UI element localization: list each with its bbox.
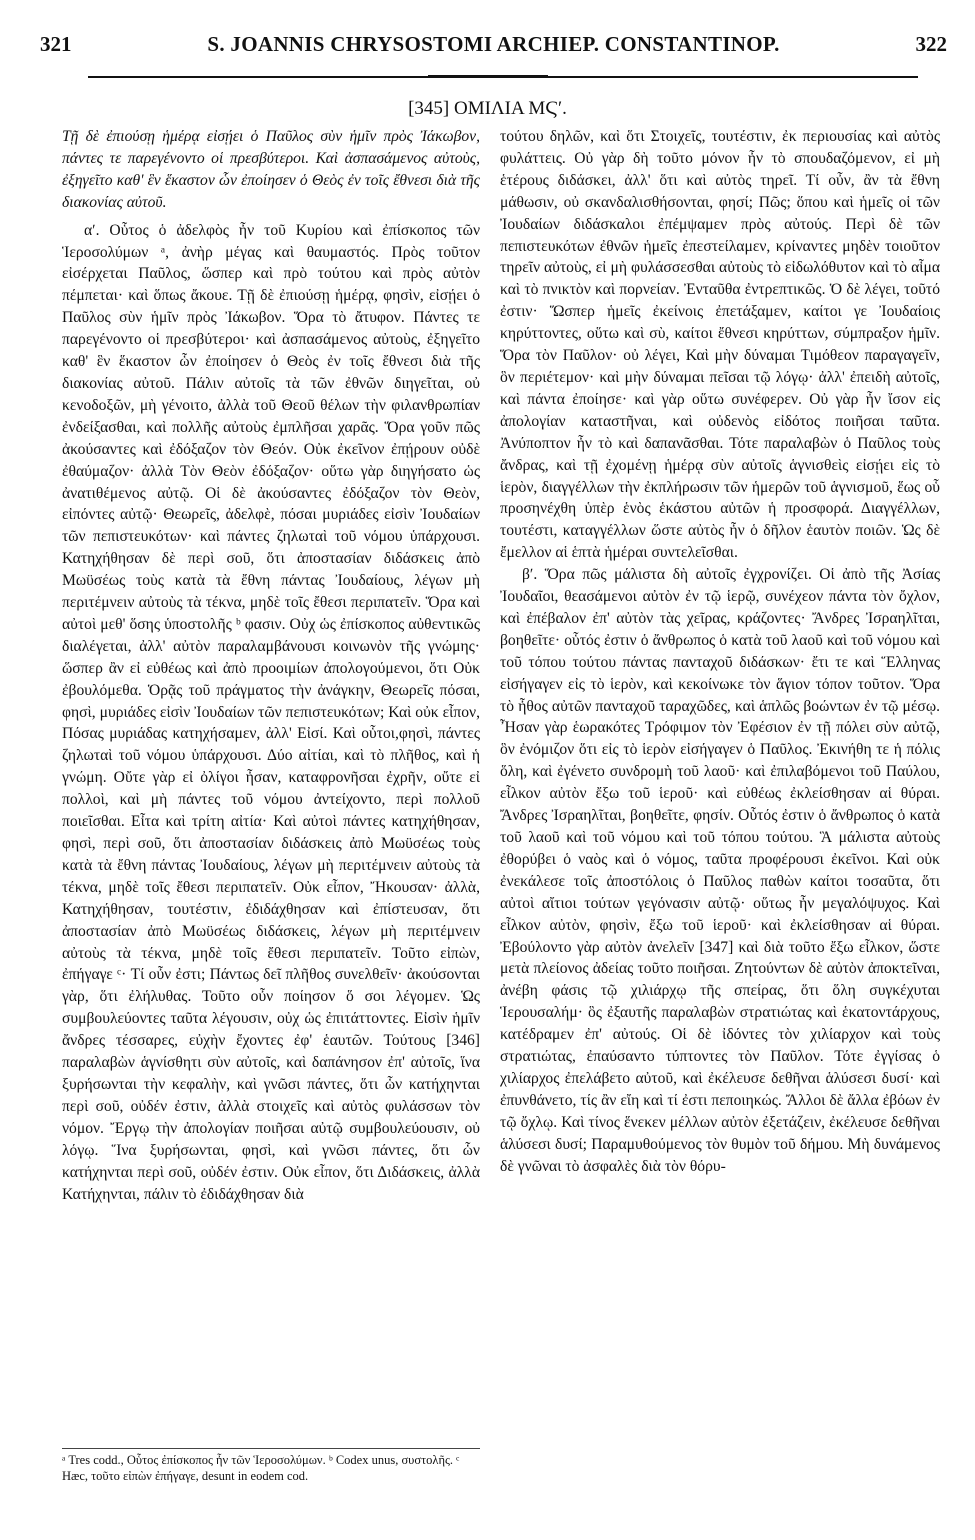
- commentary-paragraph-beta: βʹ. Ὅρα πῶς μάλιστα δὴ αὐτοῖς ἐγχρονίζει. Οἱ ἀπὸ τῆς Ἀσίας Ἰουδαῖοι, θεασάμενοι αὐτὸν ἐν τῷ ἱερῷ, συνέχεον πάντα τὸν ὄχλον, καὶ ἐπέβαλον ἐπ' αὐτὸν τὰς χεῖρας, κράζοντες· Ἄνδρες Ἰσραηλῖται, βοηθεῖτε· οὗτός ἐστιν ὁ ἄνθρωπος ὁ κατὰ τοῦ λαοῦ καὶ τοῦ νόμου καὶ τοῦ τόπου τούτου πάντας πανταχοῦ διδάσκων· ἔτι τε καὶ Ἕλληνας εἰσήγαγεν εἰς τὸ ἱερὸν, καὶ κεκοίνωκε τὸν ἅγιον τόπον τοῦτον. Ὅρα τὸ ἦθος αὐτῶν πανταχοῦ ταραχῶδες, καὶ ἁπλῶς βοώντων ἐν τῷ μέσῳ. Ἦσαν γὰρ ἑωρακότες Τρόφιμον τὸν Ἐφέσιον ἐν τῇ πόλει σὺν αὐτῷ, ὃν ἐνόμιζον ὅτι εἰς τὸ ἱερὸν εἰσήγαγεν ὁ Παῦλος. Ἐκινήθη τε ἡ πόλις ὅλη, καὶ ἐγένετο συνδρομὴ τοῦ λαοῦ· καὶ ἐπιλαβόμενοι τοῦ Παύλου, εἷλκον αὐτὸν ἔξω τοῦ ἱεροῦ· καὶ εὐθέως ἐκλείσθησαν αἱ θύραι. Ἄνδρες Ἰσραηλῖται, βοηθεῖτε, φησίν. Οὗτός ἐστιν ὁ ἄνθρωπος ὁ κατὰ τοῦ λαοῦ καὶ τοῦ νόμου καὶ τοῦ τόπου τούτου. Ἃ μάλιστα αὐτοὺς ἐθορύβει ὁ ναὸς καὶ ὁ νόμος, ταῦτα προφέρουσι ἐκεῖνοι. Καὶ οὐκ ἐνεκάλεσε τοῖς ἀποστόλοις ὁ Παῦλος παθὼν καίτοι τοσαῦτα, ὅτι αὐτοὶ αἴτιοι τούτων γεγόνασιν αὐτῷ· οὕτως ἦν μεγαλόψυχος. Καὶ εἷλκον αὐτὸν, φησὶν, ἔξω τοῦ ἱεροῦ· καὶ ἐκλείσθησαν αἱ θύραι. Ἐβούλοντο γὰρ αὐτὸν ἀνελεῖν [347] καὶ διὰ τοῦτο ἔξω εἷλκον, ὥστε μετὰ πλείονος ἀδείας τοῦτο ποιῆσαι. Ζητούντων δὲ αὐτὸν ἀποκτεῖναι, ἀνέβη φάσις τῷ χιλιάρχῳ τῆς σπείρας, ὅτι ὅλη συγκέχυται Ἱερουσαλήμ· ὃς ἐξαυτῆς παραλαβὼν στρατιώτας καὶ ἑκατοντάρχους, κατέδραμεν ἐπ' αὐτούς. Οἱ δὲ ἰδόντες τὸν χιλίαρχον καὶ τοὺς στρατιώτας, ἐπαύσαντο τύπτοντες τὸν Παῦλον. Τότε ἐγγίσας ὁ χιλίαρχος ἐπελάβετο αὐτοῦ, καὶ ἐκέλευσε δεθῆναι ἁλύσεσι δυσί· καὶ ἐπυνθάνετο, τίς ἂν εἴη καὶ τί ἐστι πεποιηκώς. Ἄλλοι δὲ ἄλλα ἐβόων ἐν τῷ ὄχλῳ. Καὶ τίνος ἕνεκεν μέλλων αὐτὸν ἐξετάζειν, ἐκέλευσε δεθῆναι ἁλύσεσι δυσί; Παραμυθούμενος τὸν θυμὸν τοῦ δήμου. Μὴ δυνάμενος δὲ γνῶναι τὸ ἀσφαλὲς διὰ τὸν θόρυ-: [500, 566, 940, 1175]
- left-column: [62, 126, 480, 1205]
- homily-title: [345] ΟΜΙΛΙΑ ΜϚʹ.: [408, 98, 567, 119]
- page-number-left: 321: [40, 32, 72, 56]
- footnotes: ᵃ Tres codd., Οὗτος ἐπίσκοπος ἦν τῶν Ἱεροσολύμων. ᵇ Codex unus, συστολῆς. ᶜ Hæc, τοῦτο εἰπὼν ἐπήγαγε, desunt in eodem cod.: [62, 1448, 480, 1484]
- running-header: [40, 32, 947, 60]
- commentary-paragraph: αʹ. Οὗτος ὁ ἀδελφὸς ἦν τοῦ Κυρίου καὶ ἐπίσκοπος τῶν Ἱεροσολύμων ᵃ, ἀνὴρ μέγας καὶ θαυμαστός. Πρὸς τοῦτον εἰσέρχεται Παῦλος, ὥσπερ καὶ πρὸ τούτου καὶ πρὸς αὐτὸν πέμπεται· καὶ ὅπως ἄκουε. Τῇ δὲ ἐπιούσῃ ἡμέρᾳ, φησὶν, εἰσῄει ὁ Παῦλος σὺν ἡμῖν πρὸς Ἰάκωβον. Ὅρα τὸ ἄτυφον. Πάντες τε παρεγένοντο οἱ πρεσβύτεροι· καὶ ἀσπασάμενος αὐτοὺς, ἐξηγεῖτο καθ' ἓν ἕκαστον ὧν ἐποίησεν ὁ Θεὸς ἐν τοῖς ἔθνεσι διὰ τῆς διακονίας αὐτοῦ. Πάλιν αὐτοῖς τὰ τῶν ἐθνῶν διηγεῖται, οὐ κενοδοξῶν, μὴ γένοιτο, ἀλλὰ τοῦ Θεοῦ θέλων τὴν φιλανθρωπίαν ἐνδείξασθαι, καὶ πολλῆς αὐτοὺς ἐμπλῆσαι χαρᾶς. Ὅρα γοῦν πῶς ἀκούσαντες καὶ ἐδόξαζον τὸν Θεόν. Οὐκ ἐκεῖνον ἐπῄρουν οὐδὲ ἐθαύμαζον· ἀλλὰ Τὸν Θεὸν ἐδόξαζον· οὕτω γὰρ διηγήσατο ὡς ἀνατιθέμενος αὐτῷ. Οἱ δὲ ἀκούσαντες ἐδόξαζον τὸν Θεὸν, εἰπόντες αὐτῷ· Θεωρεῖς, ἀδελφὲ, πόσαι μυριάδες εἰσὶν Ἰουδαίων τῶν πεπιστευκότων· καὶ πάντες ζηλωταὶ τοῦ νόμου ὑπάρχουσι. Κατηχήθησαν δὲ περὶ σοῦ, ὅτι ἀποστασίαν διδάσκεις ἀπὸ Μωϋσέως τοὺς κατὰ τὰ ἔθνη πάντας Ἰουδαίους, λέγων μὴ περιτέμνειν αὐτοὺς τὰ τέκνα, μηδὲ τοῖς ἔθεσι περιπατεῖν. Ὅρα καὶ αὐτοὶ μεθ' ὅσης ὑποστολῆς ᵇ φασιν. Οὐχ ὡς ἐπίσκοπος αὐθεντικῶς διαλέγεται, ἀλλ' αὐτὸν παραλαμβάνουσι κοινωνὸν τῆς γνώμης· ὥσπερ ἂν εἰ εὐθέως καὶ ἀπὸ προοιμίων ἀπολογούμενοι, ὅτι Οὐκ ἐβουλόμεθα. Ὁρᾷς τοῦ πράγματος τὴν ἀνάγκην, Θεωρεῖς πόσαι, φησὶ, μυριάδες εἰσὶν Ἰουδαίων τῶν πεπιστευκότων; Καὶ οὐκ εἶπον, Πόσας μυριάδας κατηχήσαμεν, ἀλλ' Εἰσί. Καὶ οὗτοι,φησὶ, πάντες ζηλωταὶ τοῦ νόμου ὑπάρχουσι. Δύο αἰτίαι, καὶ τὸ πλῆθος, καὶ ἡ γνώμη. Οὔτε γὰρ εἰ ὀλίγοι ἦσαν, καταφρονῆσαι ἐχρῆν, οὔτε εἰ πολλοὶ, καὶ μὴ πάντες τοῦ νόμου ἀντείχοντο, περὶ πολλοῦ ποιεῖσθαι. Εἶτα καὶ τρίτη αἰτία· Καὶ αὐτοὶ πάντες κατηχήθησαν, φησὶ, περὶ σοῦ, ὅτι ἀποστασίαν διδάσκεις ἀπὸ Μωϋσέως τοὺς κατὰ τὰ ἔθνη πάντας Ἰουδαίους, λέγων μὴ περιτέμνειν αὐτοὺς τὰ τέκνα, μηδὲ τοῖς ἔθεσι περιπατεῖν. Οὐκ εἶπον, Ἤκουσαν· ἀλλὰ, Κατηχήθησαν, τουτέστιν, ἐδιδάχθησαν καὶ ἐπίστευσαν, ὅτι ἀποστασίαν ἀπὸ Μωϋσέως διδάσκεις, λέγων μὴ περιτέμνειν αὐτοὺς τὰ τέκνα, μηδὲ τοῖς ἔθεσι περιπατεῖν. Τοῦτο εἰπὼν, ἐπήγαγε ᶜ· Τί οὖν ἐστι; Πάντως δεῖ πλῆθος συνελθεῖν· ἀκούσονται γὰρ, ὅτι ἐλήλυθας. Τοῦτο οὖν ποίησον ὅ σοι λέγομεν. Ὡς συμβουλεύοντες ταῦτα λέγουσιν, οὐχ ὡς ἐπιτάττοντες. Εἰσὶν ἡμῖν ἄνδρες τέσσαρες, εὐχὴν ἔχοντες ἐφ' ἑαυτῶν. Τούτους [346] παραλαβὼν ἁγνίσθητι σὺν αὐτοῖς, καὶ δαπάνησον ἐπ' αὐτοῖς, ἵνα ξυρήσωνται τὴν κεφαλὴν, καὶ γνῶσι πάντες, ὅτι ὧν κατήχηνται περὶ σοῦ, οὐδέν ἐστιν, ἀλλὰ στοιχεῖς καὶ αὐτὸς φυλάσσων τὸν νόμον. Ἔργῳ τὴν ἀπολογίαν ποιῆσαι αὐτῷ συμβουλεύουσιν, οὐ λόγῳ. Ἵνα ξυρήσωνται, φησὶ, καὶ γνῶσι πάντες, ὅτι ὧν κατήχηνται περὶ σοῦ, οὐδέν ἐστιν. Οὐκ εἶπον, ὅτι Διδάσκεις, ἀλλὰ Κατήχηνται, πάλιν τὸ ἐδιδάχθησαν διὰ: [62, 221, 480, 1203]
- right-column: [500, 126, 940, 1178]
- page-number-right: 322: [915, 32, 947, 56]
- header-rule: [88, 76, 918, 78]
- running-title: S. JOANNIS CHRYSOSTOMI ARCHIEP. CONSTANTINOP.: [207, 32, 780, 56]
- scripture-lemma: Τῇ δὲ ἐπιούσῃ ἡμέρᾳ εἰσῄει ὁ Παῦλος σὺν ἡμῖν πρὸς Ἰάκωβον, πάντες τε παρεγένοντο οἱ πρεσβύτεροι. Καὶ ἀσπασάμενος αὐτοὺς, ἐξηγεῖτο καθ' ἓν ἕκαστον ὧν ἐποίησεν ὁ Θεὸς ἐν τοῖς ἔθνεσι διὰ τῆς διακονίας αὐτοῦ.: [62, 128, 480, 211]
- commentary-paragraph-continued: τούτου δηλῶν, καὶ ὅτι Στοιχεῖς, τουτέστιν, ἐκ περιουσίας καὶ αὐτὸς φυλάττεις. Οὐ γὰρ δὴ τοῦτο μόνον ἦν τὸ σπουδαζόμενον, εἰ μὴ ἑτέρους διδάσκει, ἀλλ' ὅτι καὶ αὐτὸς τηρεῖ. Τί οὖν, ἂν τὰ ἔθνη μάθωσιν, οὐ σκανδαλισθήσονται, φησί; Πῶς; ὅπου καὶ ἡμεῖς οἱ τῶν Ἰουδαίων διδάσκαλοι ἐπέμψαμεν πρὸς αὐτούς. Περὶ δὲ τῶν πεπιστευκότων ἐθνῶν ἡμεῖς ἐπεστείλαμεν, κρίναντες μηδὲν τοιοῦτον τηρεῖν αὐτοὺς, εἰ μὴ φυλάσσεσθαι αὐτοὺς τὸ εἰδωλόθυτον καὶ τὸ αἷμα καὶ τὸ πνικτὸν καὶ πορνείαν. Ἐνταῦθα ἐντρεπτικῶς. Ὁ δὲ λέγει, τοῦτό ἐστιν· Ὥσπερ ἡμεῖς ἐκείνοις ἐπετάξαμεν, καίτοι γε Ἰουδαίοις κηρύττοντες, οὕτω καὶ σὺ, καίτοι ἔθνεσι κηρύττων, σύμπραξον ἡμῖν. Ὅρα τὸν Παῦλον· οὐ λέγει, Καὶ μὴν δύναμαι Τιμόθεον παραγαγεῖν, ὃν περιέτεμον· καὶ μὴν δύναμαι πεῖσαι τῷ λόγῳ· ἀλλ' ἐπειδὴ αὐτοῖς, καὶ πάντα ἐποίησε· καὶ γὰρ οὕτω συνέφερεν. Οὐ γὰρ ἦν ἴσον εἰς ἀπολογίαν καταστῆναι, καὶ οὐδενὸς εἰδότος ποιῆσαι ταῦτα. Ἀνύποπτον ἦν τὸ καὶ δαπανᾶσθαι. Τότε παραλαβὼν ὁ Παῦλος τοὺς ἄνδρας, καὶ τῇ ἐχομένῃ ἡμέρᾳ σὺν αὐτοῖς ἁγνισθεὶς εἰσῄει εἰς τὸ ἱερὸν, διαγγέλλων τὴν ἐκπλήρωσιν τῶν ἡμερῶν τοῦ ἁγνισμοῦ, ἕως οὗ προσηνέχθη ὑπὲρ ἑνὸς ἑκάστου αὐτῶν ἡ προσφορά. Διαγγέλλων, τουτέστι, καταγγέλλων ὥστε αὐτὸς ἦν ὁ δῆλον ἑαυτὸν ποιῶν. Ὡς δὲ ἔμελλον αἱ ἑπτὰ ἡμέραι συντελεῖσθαι.: [500, 128, 940, 562]
